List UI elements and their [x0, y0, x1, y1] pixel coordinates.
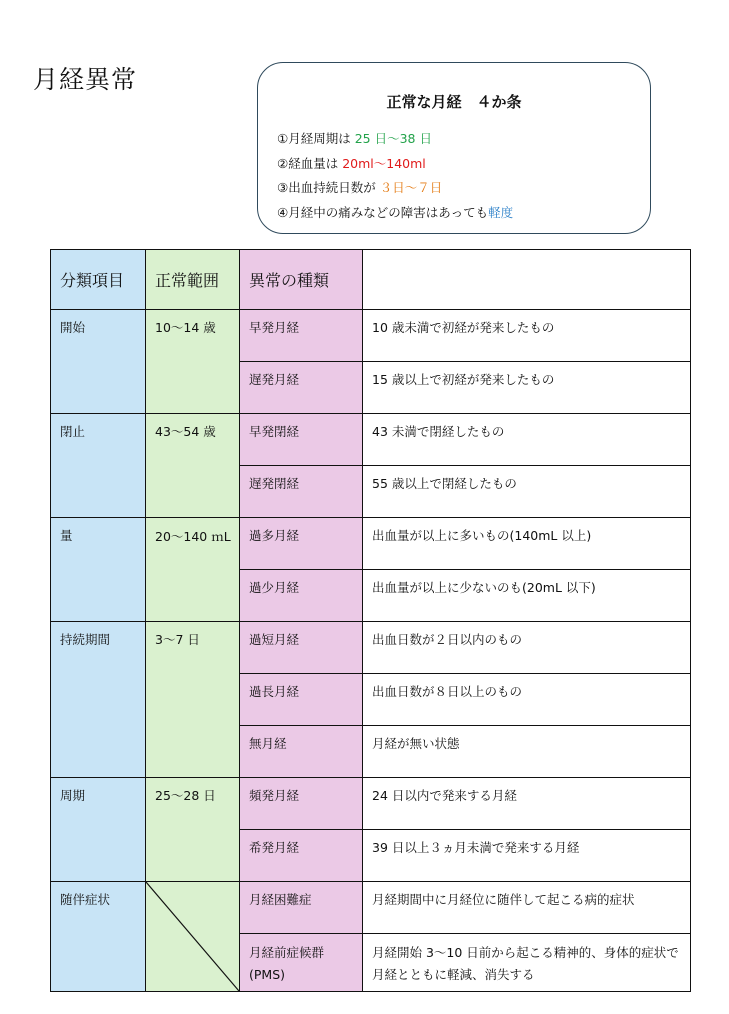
- type-cell: 頻発月経: [240, 778, 363, 830]
- type-cell: 早発閉経: [240, 414, 363, 466]
- criteria-item-label: ①月経周期は: [277, 131, 355, 146]
- criteria-item: [277, 127, 513, 152]
- normal-menstruation-criteria-box: [257, 62, 651, 234]
- range-cell-empty: [146, 882, 240, 992]
- category-cell: 周期: [51, 778, 146, 882]
- table-row: [51, 778, 691, 830]
- category-cell: 持続期間: [51, 622, 146, 778]
- type-cell: 早発月経: [240, 310, 363, 362]
- criteria-item-value: 軽度: [488, 204, 514, 220]
- criteria-item: [277, 176, 513, 201]
- range-cell: 10～14 歳: [146, 310, 240, 414]
- type-cell: 月経困難症: [240, 882, 363, 934]
- criteria-item-value: 20ml～140ml: [342, 155, 426, 171]
- description-cell: 10 歳未満で初経が発来したもの: [363, 310, 691, 362]
- header-category: 分類項目: [51, 250, 146, 310]
- description-cell: 55 歳以上で閉経したもの: [363, 466, 691, 518]
- range-cell: 25～28 日: [146, 778, 240, 882]
- criteria-title: 正常な月経 ４か条: [386, 93, 522, 111]
- category-cell: 開始: [51, 310, 146, 414]
- type-cell: 過短月経: [240, 622, 363, 674]
- criteria-item-value: 25 日～38 日: [354, 131, 432, 146]
- description-cell: 15 歳以上で初経が発来したもの: [363, 362, 691, 414]
- criteria-item-label: ③出血持続日数が: [277, 180, 380, 195]
- criteria-item: [277, 152, 513, 177]
- range-cell: 3～7 日: [146, 622, 240, 778]
- range-cell: 43～54 歳: [146, 414, 240, 518]
- category-cell: 閉止: [51, 414, 146, 518]
- type-cell: 過少月経: [240, 570, 363, 622]
- criteria-item-value: ３日～７日: [379, 180, 443, 195]
- table-row: [51, 310, 691, 362]
- header-abnormal-type: 異常の種類: [240, 250, 363, 310]
- type-cell: [240, 934, 363, 992]
- description-cell: 月経期間中に月経位に随伴して起こる病的症状: [363, 882, 691, 934]
- type-cell: 希発月経: [240, 830, 363, 882]
- header-normal-range: 正常範囲: [146, 250, 240, 310]
- criteria-item: [277, 201, 513, 226]
- type-text: 月経前症候群(PMS): [249, 945, 325, 982]
- description-text: 月経開始 3～10 日前から起こる精神的、身体的症状で月経とともに軽減、消失する: [372, 945, 679, 982]
- menstrual-abnormality-table: [50, 249, 691, 992]
- description-cell: 43 未満で閉経したもの: [363, 414, 691, 466]
- table-row: [51, 882, 691, 934]
- type-cell: 過多月経: [240, 518, 363, 570]
- diagonal-slash: [146, 882, 239, 991]
- page-title: 月経異常: [33, 65, 138, 94]
- category-cell: 量: [51, 518, 146, 622]
- type-cell: 遅発閉経: [240, 466, 363, 518]
- category-cell: 随伴症状: [51, 882, 146, 992]
- type-cell: 無月経: [240, 726, 363, 778]
- type-cell: 遅発月経: [240, 362, 363, 414]
- table-row: [51, 414, 691, 466]
- description-cell: 出血量が以上に少ないのも(20mL 以下): [363, 570, 691, 622]
- criteria-list: [277, 127, 513, 225]
- criteria-item-label: ②経血量は: [277, 155, 343, 171]
- table-header-row: [51, 250, 691, 310]
- table-row: [51, 518, 691, 570]
- criteria-item-label: ④月経中の痛みなどの障害はあっても: [277, 204, 489, 220]
- header-description: [363, 250, 691, 310]
- description-cell: [363, 934, 691, 992]
- description-cell: 月経が無い状態: [363, 726, 691, 778]
- description-cell: 出血日数が２日以内のもの: [363, 622, 691, 674]
- range-text: 20～140 ｍL: [155, 529, 231, 544]
- range-cell: [146, 518, 240, 622]
- description-cell: 出血日数が８日以上のもの: [363, 674, 691, 726]
- description-cell: 39 日以上３ヵ月未満で発来する月経: [363, 830, 691, 882]
- description-cell: 出血量が以上に多いもの(140mL 以上): [363, 518, 691, 570]
- table-row: [51, 622, 691, 674]
- description-cell: 24 日以内で発来する月経: [363, 778, 691, 830]
- type-cell: 過長月経: [240, 674, 363, 726]
